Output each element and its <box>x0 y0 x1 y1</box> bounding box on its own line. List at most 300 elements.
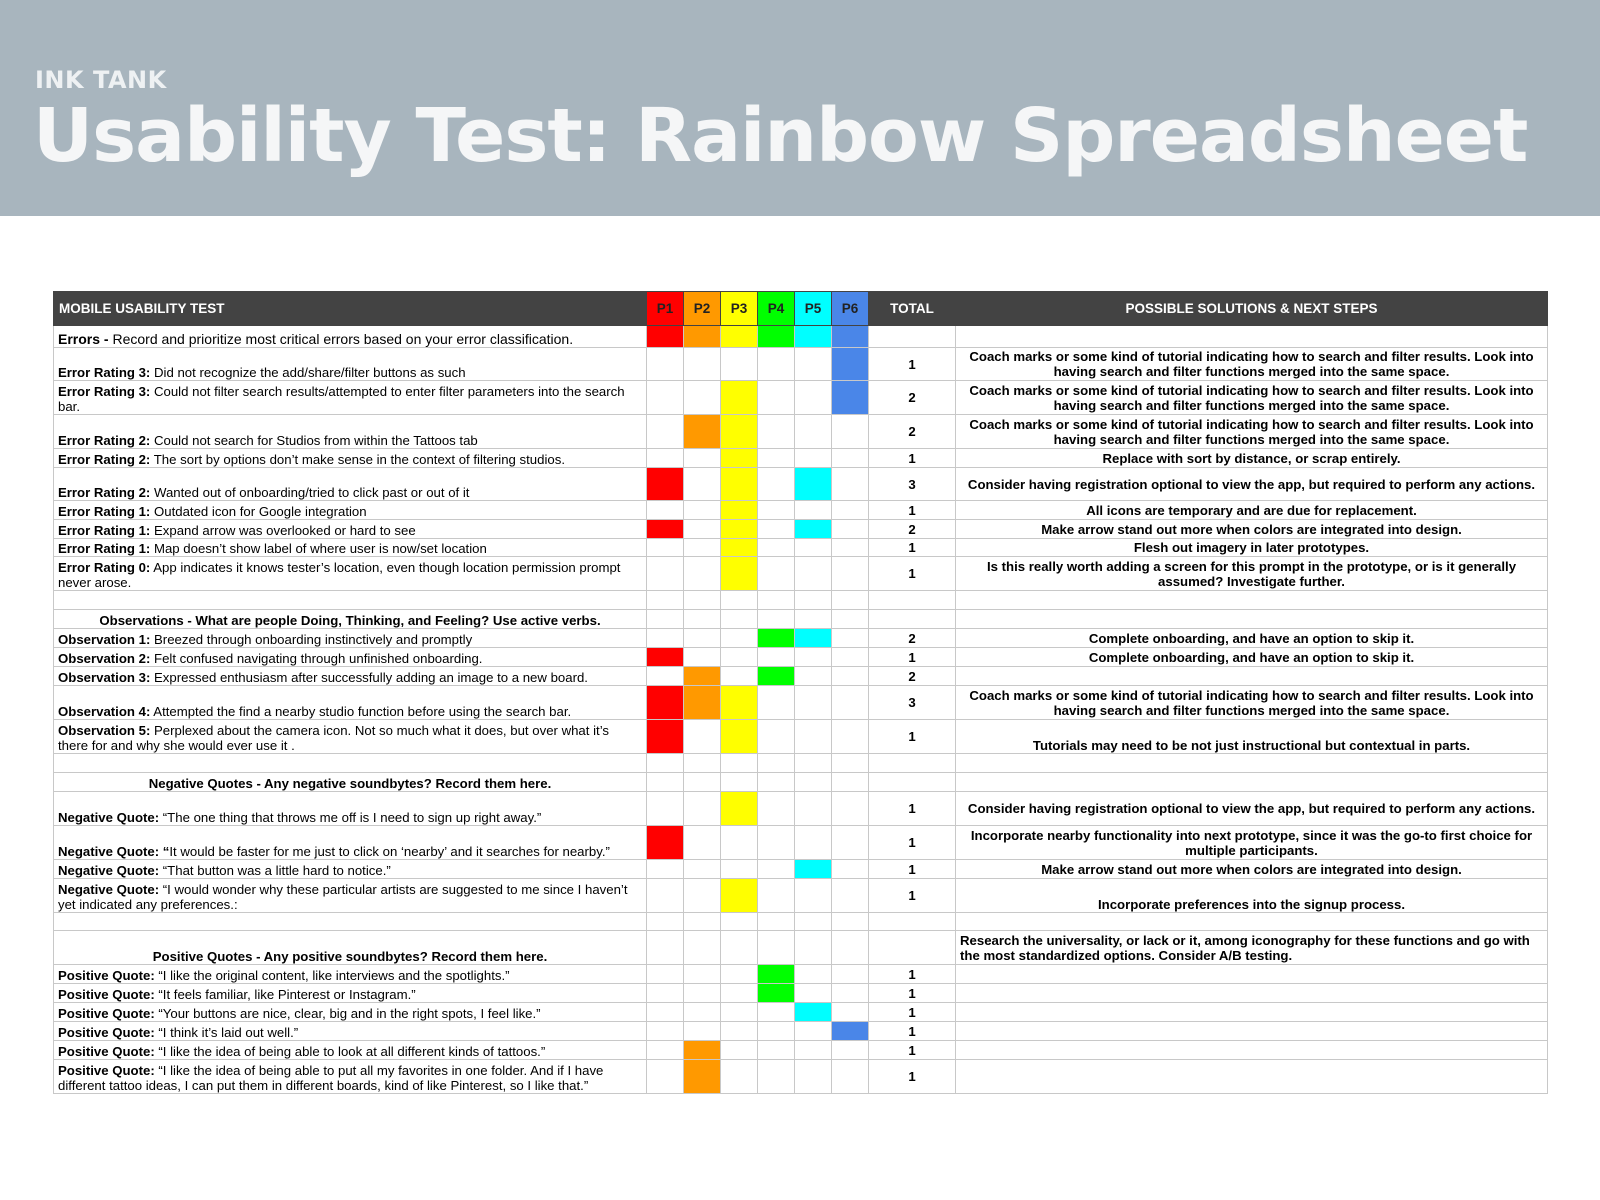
row-label-bold: Errors - <box>58 331 113 347</box>
row-label <box>54 415 647 449</box>
total-cell <box>869 773 956 792</box>
table-row <box>54 860 1548 879</box>
participant-cell-p4 <box>758 754 795 773</box>
participant-cell-p3 <box>721 1003 758 1022</box>
row-label-bold: Positive Quote: <box>58 1044 155 1059</box>
participant-cell-p2 <box>684 591 721 610</box>
participant-cell-p5 <box>795 965 832 984</box>
participant-cell-p4 <box>758 348 795 381</box>
row-label-text: Map doesn’t show label of where user is now/set location <box>150 541 487 556</box>
usability-spreadsheet <box>53 291 1548 1094</box>
row-label <box>54 501 647 520</box>
row-label <box>54 381 647 415</box>
participant-cell-p3 <box>721 648 758 667</box>
row-label-bold: Error Rating 2: <box>58 433 151 448</box>
solution-cell <box>956 1041 1548 1060</box>
table-row <box>54 984 1548 1003</box>
participant-cell-p4 <box>758 860 795 879</box>
participant-cell-p3 <box>721 667 758 686</box>
participant-cell-p1 <box>647 415 684 449</box>
participant-cell-p5 <box>795 773 832 792</box>
participant-cell-p1 <box>647 792 684 826</box>
solution-cell <box>956 913 1548 931</box>
table-row <box>54 1022 1548 1041</box>
column-header-total: TOTAL <box>869 292 956 326</box>
solution-cell: Coach marks or some kind of tutorial indicating how to search and filter results. Look into having search and filter functions merged into the same space. <box>956 686 1548 720</box>
solution-cell: Consider having registration optional to view the app, but required to perform any actions. <box>956 792 1548 826</box>
table-row <box>54 686 1548 720</box>
blank-cell <box>54 754 647 773</box>
participant-cell-p2 <box>684 629 721 648</box>
participant-cell-p3 <box>721 686 758 720</box>
total-cell: 1 <box>869 1003 956 1022</box>
participant-cell-p1 <box>647 1022 684 1041</box>
participant-cell-p2 <box>684 539 721 557</box>
participant-cell-p1 <box>647 629 684 648</box>
row-label-bold: Positive Quote: <box>58 1006 155 1021</box>
row-label-text: Did not recognize the add/share/filter buttons as such <box>150 365 466 380</box>
participant-cell-p6 <box>832 686 869 720</box>
participant-cell-p6 <box>832 348 869 381</box>
title-banner <box>0 0 1600 216</box>
row-label-text: “Your buttons are nice, clear, big and in the right spots, I feel like.” <box>154 1006 541 1021</box>
participant-cell-p4 <box>758 826 795 860</box>
row-label-bold: Observation 2: <box>58 651 151 666</box>
total-cell: 3 <box>869 468 956 501</box>
solution-cell <box>956 754 1548 773</box>
participant-cell-p4 <box>758 773 795 792</box>
solution-cell: Coach marks or some kind of tutorial indicating how to search and filter results. Look into having search and filter functions merged into the same space. <box>956 381 1548 415</box>
row-label-text: “I like the idea of being able to put all my favorites in one folder. And if I have different tattoo ideas, I can put them in different boards, kind of like Pinterest, so I like that.” <box>58 1063 604 1093</box>
row-label-text: “I would wonder why these particular artists are suggested to me since I haven’t yet indicated any preferences.: <box>58 882 628 912</box>
participant-cell-p2 <box>684 754 721 773</box>
section-header: Negative Quotes - Any negative soundbytes? Record them here. <box>54 773 647 792</box>
blank-cell <box>54 591 647 610</box>
total-cell: 1 <box>869 1060 956 1094</box>
table-row <box>54 879 1548 913</box>
participant-cell-p4 <box>758 792 795 826</box>
participant-cell-p3 <box>721 1060 758 1094</box>
participant-cell-p3 <box>721 792 758 826</box>
row-label-text: Expressed enthusiasm after successfully adding an image to a new board. <box>150 670 588 685</box>
solution-cell: Coach marks or some kind of tutorial indicating how to search and filter results. Look into having search and filter functions merged into the same space. <box>956 415 1548 449</box>
row-label-bold: Positive Quote: <box>58 987 155 1002</box>
participant-cell-p5 <box>795 1041 832 1060</box>
row-label <box>54 965 647 984</box>
participant-cell-p6 <box>832 1022 869 1041</box>
row-label <box>54 792 647 826</box>
total-cell <box>869 754 956 773</box>
participant-cell-p3 <box>721 913 758 931</box>
solution-cell: Coach marks or some kind of tutorial indicating how to search and filter results. Look into having search and filter functions merged into the same space. <box>956 348 1548 381</box>
participant-cell-p6 <box>832 501 869 520</box>
row-label-bold: Error Rating 2: <box>58 485 151 500</box>
participant-cell-p6 <box>832 1060 869 1094</box>
participant-cell-p5 <box>795 468 832 501</box>
total-cell: 1 <box>869 539 956 557</box>
participant-cell-p1 <box>647 879 684 913</box>
participant-cell-p5 <box>795 913 832 931</box>
table-body <box>54 326 1548 1094</box>
participant-cell-p1 <box>647 539 684 557</box>
participant-cell-p2 <box>684 879 721 913</box>
blank-cell <box>54 913 647 931</box>
row-label-bold: Error Rating 1: <box>58 504 151 519</box>
participant-cell-p3 <box>721 879 758 913</box>
table-row <box>54 965 1548 984</box>
table-row <box>54 1060 1548 1094</box>
participant-cell-p3 <box>721 591 758 610</box>
participant-cell-p6 <box>832 449 869 468</box>
row-label-bold: Error Rating 3: <box>58 365 151 380</box>
solution-cell <box>956 1003 1548 1022</box>
participant-cell-p2 <box>684 348 721 381</box>
total-cell <box>869 591 956 610</box>
participant-cell-p2 <box>684 1060 721 1094</box>
column-header-p6: P6 <box>832 292 869 326</box>
participant-cell-p2 <box>684 468 721 501</box>
participant-cell-p1 <box>647 913 684 931</box>
participant-cell-p5 <box>795 648 832 667</box>
participant-cell-p2 <box>684 1003 721 1022</box>
participant-cell-p5 <box>795 984 832 1003</box>
participant-cell-p4 <box>758 1003 795 1022</box>
participant-cell-p4 <box>758 965 795 984</box>
participant-cell-p1 <box>647 773 684 792</box>
participant-cell-p4 <box>758 539 795 557</box>
total-cell: 2 <box>869 629 956 648</box>
participant-cell-p3 <box>721 1022 758 1041</box>
row-label <box>54 468 647 501</box>
participant-cell-p1 <box>647 520 684 539</box>
row-label-bold: Positive Quote: <box>58 1025 155 1040</box>
participant-cell-p6 <box>832 913 869 931</box>
row-label-bold: Error Rating 0: <box>58 560 151 575</box>
participant-cell-p5 <box>795 591 832 610</box>
column-header-p3: P3 <box>721 292 758 326</box>
participant-cell-p3 <box>721 1041 758 1060</box>
solution-cell: Incorporate nearby functionality into next prototype, since it was the go-to first choice for multiple participants. <box>956 826 1548 860</box>
row-label-text: Record and prioritize most critical errors based on your error classification. <box>112 331 574 347</box>
table-row <box>54 415 1548 449</box>
table-row <box>54 826 1548 860</box>
solution-cell <box>956 984 1548 1003</box>
participant-cell-p1 <box>647 591 684 610</box>
participant-cell-p3 <box>721 539 758 557</box>
participant-cell-p3 <box>721 629 758 648</box>
row-label <box>54 984 647 1003</box>
participant-cell-p6 <box>832 860 869 879</box>
participant-cell-p3 <box>721 468 758 501</box>
participant-cell-p5 <box>795 557 832 591</box>
row-label-bold: Negative Quote: <box>58 810 160 825</box>
participant-cell-p6 <box>832 539 869 557</box>
solution-cell: Research the universality, or lack or it, among iconography for these functions and go with the most standardized options. Consider A/B testing. <box>956 931 1548 965</box>
table-row <box>54 720 1548 754</box>
solution-cell <box>956 965 1548 984</box>
participant-cell-p2 <box>684 826 721 860</box>
column-header-p1: P1 <box>647 292 684 326</box>
table-row <box>54 449 1548 468</box>
participant-cell-p1 <box>647 667 684 686</box>
participant-cell-p2 <box>684 860 721 879</box>
row-label-text: Outdated icon for Google integration <box>150 504 367 519</box>
participant-cell-p6 <box>832 965 869 984</box>
row-label <box>54 667 647 686</box>
row-label-text: “I think it’s laid out well.” <box>154 1025 299 1040</box>
participant-cell-p2 <box>684 965 721 984</box>
row-label-text: “It feels familiar, like Pinterest or Instagram.” <box>154 987 416 1002</box>
solution-cell: Is this really worth adding a screen for this prompt in the prototype, or is it generally assumed? Investigate further. <box>956 557 1548 591</box>
solution-cell: Tutorials may need to be not just instructional but contextual in parts. <box>956 720 1548 754</box>
total-cell: 1 <box>869 720 956 754</box>
participant-cell-p1 <box>647 686 684 720</box>
row-label <box>54 1003 647 1022</box>
row-label <box>54 860 647 879</box>
participant-cell-p2 <box>684 1041 721 1060</box>
row-label-bold: Positive Quote: <box>58 1063 155 1078</box>
solution-cell: Flesh out imagery in later prototypes. <box>956 539 1548 557</box>
row-label <box>54 539 647 557</box>
participant-cell-p2 <box>684 984 721 1003</box>
solution-cell <box>956 326 1548 348</box>
column-header-p4: P4 <box>758 292 795 326</box>
row-label-bold: Negative Quote: <box>58 882 160 897</box>
row-label-bold: Error Rating 1: <box>58 541 151 556</box>
participant-cell-p2 <box>684 667 721 686</box>
table-row <box>54 792 1548 826</box>
participant-cell-p3 <box>721 754 758 773</box>
total-cell: 2 <box>869 667 956 686</box>
participant-cell-p2 <box>684 501 721 520</box>
total-cell: 1 <box>869 879 956 913</box>
total-cell: 2 <box>869 520 956 539</box>
participant-cell-p5 <box>795 449 832 468</box>
row-label-bold: Error Rating 3: <box>58 384 151 399</box>
total-cell <box>869 610 956 629</box>
participant-cell-p5 <box>795 754 832 773</box>
row-label-bold: Negative Quote: <box>58 863 160 878</box>
participant-cell-p6 <box>832 1041 869 1060</box>
table-row <box>54 539 1548 557</box>
row-label-text: App indicates it knows tester’s location, even though location permission prompt never arose. <box>58 560 621 590</box>
participant-cell-p3 <box>721 773 758 792</box>
total-cell <box>869 913 956 931</box>
solution-cell: Incorporate preferences into the signup process. <box>956 879 1548 913</box>
participant-cell-p4 <box>758 468 795 501</box>
row-label <box>54 1041 647 1060</box>
participant-cell-p6 <box>832 381 869 415</box>
participant-cell-p5 <box>795 686 832 720</box>
participant-cell-p1 <box>647 557 684 591</box>
participant-cell-p5 <box>795 1060 832 1094</box>
participant-cell-p5 <box>795 1022 832 1041</box>
participant-cell-p1 <box>647 754 684 773</box>
participant-cell-p1 <box>647 1060 684 1094</box>
participant-cell-p2 <box>684 381 721 415</box>
participant-cell-p4 <box>758 667 795 686</box>
section-row <box>54 773 1548 792</box>
participant-cell-p5 <box>795 826 832 860</box>
row-label <box>54 648 647 667</box>
section-row <box>54 931 1548 965</box>
participant-cell-p2 <box>684 792 721 826</box>
participant-cell-p6 <box>832 591 869 610</box>
participant-cell-p6 <box>832 754 869 773</box>
row-label <box>54 520 647 539</box>
participant-cell-p1 <box>647 501 684 520</box>
participant-cell-p6 <box>832 468 869 501</box>
participant-cell-p4 <box>758 720 795 754</box>
participant-cell-p1 <box>647 860 684 879</box>
row-label-text: “I like the idea of being able to look at all different kinds of tattoos.” <box>154 1044 546 1059</box>
participant-cell-p3 <box>721 984 758 1003</box>
table-row <box>54 348 1548 381</box>
participant-cell-p1 <box>647 965 684 984</box>
total-cell: 1 <box>869 449 956 468</box>
participant-cell-p4 <box>758 591 795 610</box>
participant-cell-p4 <box>758 686 795 720</box>
row-label-text: Expand arrow was overlooked or hard to see <box>150 523 416 538</box>
participant-cell-p1 <box>647 1003 684 1022</box>
participant-cell-p5 <box>795 629 832 648</box>
participant-cell-p4 <box>758 415 795 449</box>
participant-cell-p6 <box>832 648 869 667</box>
participant-cell-p5 <box>795 348 832 381</box>
row-label-text: Attempted the find a nearby studio function before using the search bar. <box>150 704 572 719</box>
participant-cell-p4 <box>758 1022 795 1041</box>
table-row <box>54 468 1548 501</box>
participant-cell-p2 <box>684 686 721 720</box>
participant-cell-p4 <box>758 879 795 913</box>
blank-row <box>54 913 1548 931</box>
participant-cell-p1 <box>647 931 684 965</box>
row-label-bold: Observation 1: <box>58 632 151 647</box>
participant-cell-p2 <box>684 1022 721 1041</box>
total-cell <box>869 931 956 965</box>
solution-cell: Complete onboarding, and have an option to skip it. <box>956 629 1548 648</box>
participant-cell-p4 <box>758 520 795 539</box>
total-cell: 1 <box>869 501 956 520</box>
participant-cell-p4 <box>758 610 795 629</box>
participant-cell-p1 <box>647 468 684 501</box>
participant-cell-p5 <box>795 792 832 826</box>
row-label <box>54 686 647 720</box>
table-row <box>54 557 1548 591</box>
participant-cell-p4 <box>758 1060 795 1094</box>
participant-cell-p6 <box>832 826 869 860</box>
solution-cell: Complete onboarding, and have an option to skip it. <box>956 648 1548 667</box>
section-row <box>54 610 1548 629</box>
participant-cell-p6 <box>832 629 869 648</box>
participant-cell-p5 <box>795 667 832 686</box>
table-row <box>54 501 1548 520</box>
row-label-text: Could not search for Studios from within the Tattoos tab <box>150 433 478 448</box>
participant-cell-p6 <box>832 984 869 1003</box>
participant-cell-p4 <box>758 913 795 931</box>
total-cell: 1 <box>869 984 956 1003</box>
total-cell: 2 <box>869 381 956 415</box>
row-label-bold: Error Rating 2: <box>58 452 151 467</box>
row-label <box>54 348 647 381</box>
section-header: Observations - What are people Doing, Thinking, and Feeling? Use active verbs. <box>54 610 647 629</box>
brand-eyebrow: INK TANK <box>35 66 167 94</box>
blank-row <box>54 591 1548 610</box>
row-label <box>54 629 647 648</box>
total-cell: 1 <box>869 648 956 667</box>
participant-cell-p3 <box>721 501 758 520</box>
participant-cell-p3 <box>721 326 758 348</box>
participant-cell-p3 <box>721 520 758 539</box>
total-cell: 1 <box>869 792 956 826</box>
participant-cell-p1 <box>647 720 684 754</box>
participant-cell-p4 <box>758 326 795 348</box>
total-cell: 1 <box>869 348 956 381</box>
participant-cell-p6 <box>832 1003 869 1022</box>
participant-cell-p5 <box>795 931 832 965</box>
participant-cell-p6 <box>832 720 869 754</box>
participant-cell-p5 <box>795 860 832 879</box>
row-label <box>54 1060 647 1094</box>
table-row <box>54 1041 1548 1060</box>
participant-cell-p3 <box>721 348 758 381</box>
row-label-text: Wanted out of onboarding/tried to click past or out of it <box>150 485 470 500</box>
participant-cell-p4 <box>758 629 795 648</box>
row-label-text: “The one thing that throws me off is I need to sign up right away.” <box>159 810 542 825</box>
table-row <box>54 629 1548 648</box>
row-label <box>54 1022 647 1041</box>
participant-cell-p1 <box>647 1041 684 1060</box>
participant-cell-p2 <box>684 326 721 348</box>
participant-cell-p4 <box>758 501 795 520</box>
participant-cell-p5 <box>795 720 832 754</box>
participant-cell-p1 <box>647 449 684 468</box>
total-cell: 1 <box>869 1041 956 1060</box>
page-title: Usability Test: Rainbow Spreadsheet <box>33 93 1528 179</box>
participant-cell-p2 <box>684 610 721 629</box>
participant-cell-p2 <box>684 648 721 667</box>
row-label-bold: Observation 5: <box>58 723 151 738</box>
participant-cell-p3 <box>721 720 758 754</box>
participant-cell-p2 <box>684 720 721 754</box>
participant-cell-p3 <box>721 381 758 415</box>
participant-cell-p2 <box>684 520 721 539</box>
table-row <box>54 1003 1548 1022</box>
participant-cell-p5 <box>795 539 832 557</box>
total-cell: 1 <box>869 826 956 860</box>
column-header-test: MOBILE USABILITY TEST <box>54 292 647 326</box>
participant-cell-p1 <box>647 984 684 1003</box>
participant-cell-p6 <box>832 326 869 348</box>
participant-cell-p4 <box>758 557 795 591</box>
participant-cell-p1 <box>647 381 684 415</box>
participant-cell-p4 <box>758 381 795 415</box>
participant-cell-p3 <box>721 826 758 860</box>
participant-cell-p6 <box>832 773 869 792</box>
participant-cell-p2 <box>684 913 721 931</box>
participant-cell-p6 <box>832 792 869 826</box>
solution-cell: Replace with sort by distance, or scrap entirely. <box>956 449 1548 468</box>
table-row <box>54 648 1548 667</box>
row-label-bold: Positive Quote: <box>58 968 155 983</box>
participant-cell-p4 <box>758 1041 795 1060</box>
row-label-bold: Observation 3: <box>58 670 151 685</box>
solution-cell <box>956 1022 1548 1041</box>
participant-cell-p5 <box>795 879 832 913</box>
solution-cell: Make arrow stand out more when colors are integrated into design. <box>956 520 1548 539</box>
row-label <box>54 557 647 591</box>
participant-cell-p3 <box>721 860 758 879</box>
